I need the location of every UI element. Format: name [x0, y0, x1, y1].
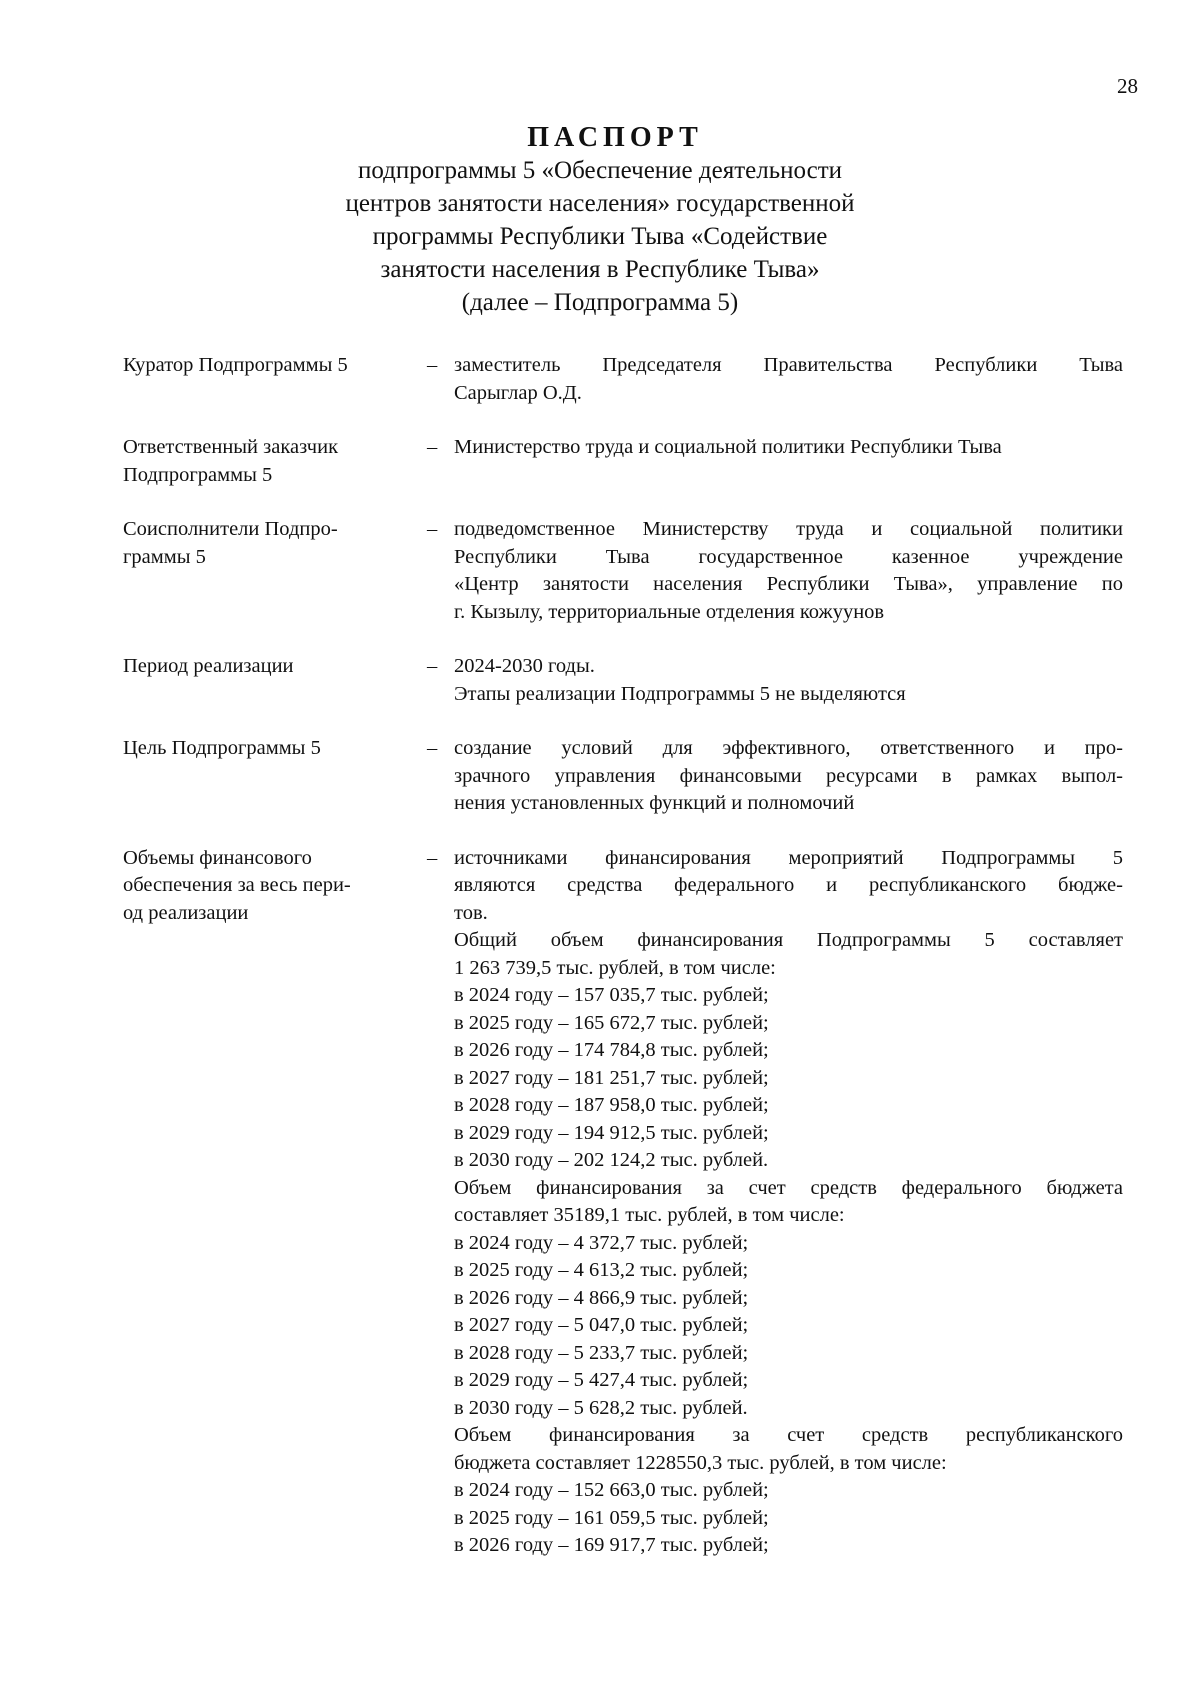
- value-line: в 2025 году – 4 613,2 тыс. рублей;: [454, 1259, 749, 1281]
- passport-row-curator: [123, 352, 1123, 407]
- value-line: в 2029 году – 5 427,4 тыс. рублей;: [454, 1369, 749, 1391]
- value-line: источниками финансирования мероприятий Подпрограммы 5: [454, 846, 1123, 869]
- value-line: тов.: [454, 901, 488, 924]
- document-header: [0, 122, 1200, 319]
- value-line: в 2026 году – 174 784,8 тыс. рублей;: [454, 1039, 769, 1061]
- dash: –: [427, 846, 438, 869]
- label-line: од реализации: [123, 901, 249, 924]
- label-line: Объемы финансового: [123, 846, 312, 869]
- value-line: Объем финансирования за счет средств федерального бюджета: [454, 1176, 1123, 1199]
- dash: –: [427, 354, 438, 376]
- value-line: в 2028 году – 187 958,0 тыс. рублей;: [454, 1094, 769, 1116]
- row-value: [454, 434, 1123, 462]
- value-line: г. Кызылу, территориальные отделения кожуунов: [454, 600, 885, 623]
- value-line: 1 263 739,5 тыс. рублей, в том числе:: [454, 956, 776, 979]
- value-line: в 2028 году – 5 233,7 тыс. рублей;: [454, 1341, 749, 1364]
- value-line: Министерство труда и социальной политики Республики Тыва: [454, 436, 1002, 458]
- label-line: Цель Подпрограммы 5: [123, 737, 321, 759]
- value-line: в 2024 году – 4 372,7 тыс. рублей;: [454, 1231, 749, 1254]
- page-number: 28: [1117, 74, 1138, 98]
- value-line: 2024-2030 годы.: [454, 655, 595, 677]
- row-value: [454, 352, 1123, 407]
- subtitle-line: подпрограммы 5 «Обеспечение деятельности: [357, 157, 843, 184]
- value-line: подведомственное Министерству труда и социальной политики: [454, 518, 1123, 540]
- row-value: [454, 516, 1123, 626]
- value-line: заместитель Председателя Правительства Республики Тыва: [454, 354, 1123, 376]
- row-label: [123, 352, 423, 380]
- dash: –: [427, 436, 438, 458]
- subtitle-line: (далее – Подпрограмма 5): [461, 289, 739, 316]
- value-line: в 2030 году – 5 628,2 тыс. рублей.: [454, 1396, 748, 1419]
- value-line: в 2025 году – 165 672,7 тыс. рублей;: [454, 1011, 769, 1034]
- row-label: [123, 845, 423, 928]
- value-line: в 2026 году – 4 866,9 тыс. рублей;: [454, 1286, 749, 1309]
- value-line: Республики Тыва государственное казенное учреждение: [454, 545, 1123, 568]
- label-line: Подпрограммы 5: [123, 463, 273, 486]
- label-line: Период реализации: [123, 655, 294, 677]
- value-line: нения установленных функций и полномочий: [454, 792, 855, 814]
- value-line: в 2024 году – 152 663,0 тыс. рублей;: [454, 1479, 769, 1501]
- label-line: Соисполнители Подпро-: [123, 518, 338, 540]
- passport-row-customer: [123, 434, 1123, 489]
- value-line: «Центр занятости населения Республики Тыва», управление по: [454, 573, 1123, 595]
- value-line: Общий объем финансирования Подпрограммы 5 составляет: [454, 929, 1123, 951]
- value-line: Сарыглар О.Д.: [454, 381, 582, 404]
- value-line: являются средства федерального и республиканского бюдже-: [454, 874, 1123, 896]
- subtitle-line: центров занятости населения» государственной: [345, 190, 855, 217]
- row-label: [123, 434, 423, 489]
- row-value: [454, 845, 1123, 1560]
- value-line: бюджета составляет 1228550,3 тыс. рублей, в том числе:: [454, 1451, 947, 1474]
- passport-table: [123, 352, 1123, 1560]
- value-line: в 2026 году – 169 917,7 тыс. рублей;: [454, 1534, 769, 1556]
- dash: –: [427, 518, 438, 540]
- passport-row-period: [123, 653, 1123, 708]
- row-value: [454, 735, 1123, 818]
- value-line: в 2027 году – 181 251,7 тыс. рублей;: [454, 1066, 769, 1089]
- passport-row-coexecutors: [123, 516, 1123, 626]
- value-line: зрачного управления финансовыми ресурсами в рамках выпол-: [454, 764, 1123, 787]
- value-line: Этапы реализации Подпрограммы 5 не выделяются: [454, 682, 906, 705]
- document-title: ПАСПОРТ: [527, 122, 703, 153]
- subtitle-line: занятости населения в Республике Тыва»: [380, 256, 820, 283]
- dash: –: [427, 655, 438, 677]
- passport-row-financing: [123, 845, 1123, 1560]
- value-line: составляет 35189,1 тыс. рублей, в том числе:: [454, 1204, 845, 1226]
- label-line: Куратор Подпрограммы 5: [123, 354, 348, 376]
- row-label: [123, 653, 423, 681]
- dash: –: [427, 737, 438, 759]
- row-label: [123, 516, 423, 571]
- value-line: создание условий для эффективного, ответственного и про-: [454, 737, 1123, 759]
- label-line: обеспечения за весь пери-: [123, 874, 351, 896]
- label-line: граммы 5: [123, 545, 206, 568]
- passport-row-goal: [123, 735, 1123, 818]
- value-line: в 2025 году – 161 059,5 тыс. рублей;: [454, 1506, 769, 1529]
- value-line: в 2030 году – 202 124,2 тыс. рублей.: [454, 1149, 769, 1171]
- row-label: [123, 735, 423, 763]
- value-line: в 2027 году – 5 047,0 тыс. рублей;: [454, 1314, 749, 1336]
- row-value: [454, 653, 1123, 708]
- value-line: в 2029 году – 194 912,5 тыс. рублей;: [454, 1121, 769, 1144]
- value-line: в 2024 году – 157 035,7 тыс. рублей;: [454, 984, 769, 1006]
- label-line: Ответственный заказчик: [123, 436, 339, 458]
- value-line: Объем финансирования за счет средств республиканского: [454, 1424, 1123, 1446]
- subtitle-line: программы Республики Тыва «Содействие: [372, 223, 828, 250]
